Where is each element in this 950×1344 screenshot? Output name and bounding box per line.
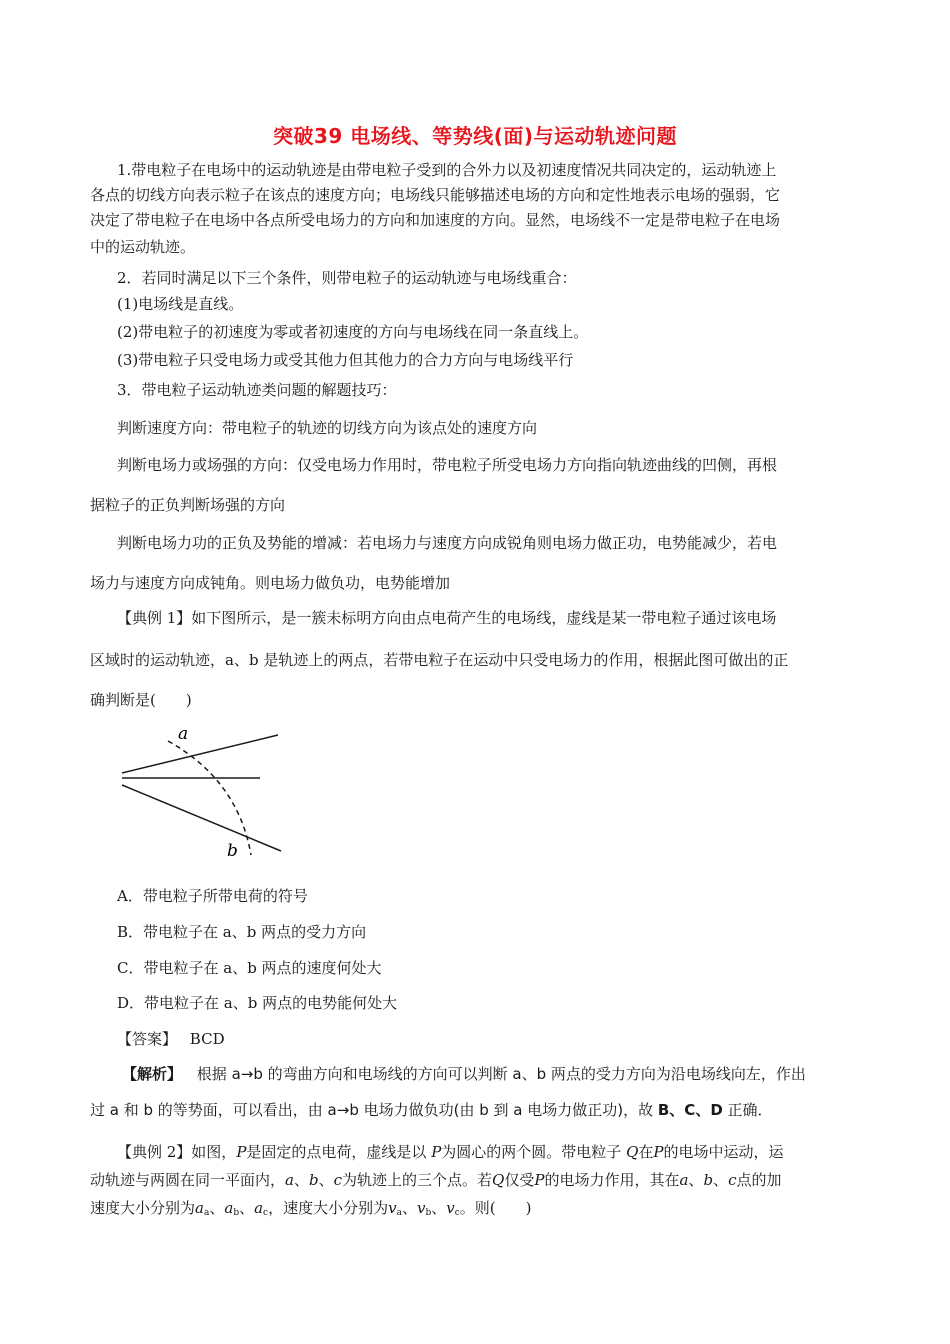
sep: 、 xyxy=(209,1199,225,1217)
answer-value: BCD xyxy=(189,1030,225,1048)
condition-3: (3)带电粒子只受电场力或受其他力但其他力的合力方向与电场线平行 xyxy=(117,351,574,369)
sep: 、 xyxy=(401,1199,417,1217)
tip-work-line2: 场力与速度方向成钝角。则电场力做负功，电势能增加 xyxy=(90,574,451,592)
sub-a: a xyxy=(203,1208,210,1218)
analysis-line1 xyxy=(122,1064,806,1084)
sub-c: c xyxy=(263,1208,269,1218)
vel-a: v xyxy=(388,1199,397,1217)
var-c: c xyxy=(728,1171,737,1189)
option-a: A．带电粒子所带电荷的符号 xyxy=(117,887,308,905)
intro-p1-line3: 决定了带电粒子在电场中各点所受电场力的方向和加速度的方向。显然，电场线不一定是带电粒子在电场 xyxy=(90,211,781,229)
var-p: P xyxy=(236,1143,247,1161)
sep: 、 xyxy=(431,1199,447,1217)
tip-force-line1: 判断电场力或场强的方向：仅受电场力作用时，带电粒子所受电场力方向指向轨迹曲线的凹侧，再根 xyxy=(117,456,778,474)
ex2-text: 为轨迹上的三个点。若 xyxy=(342,1171,493,1189)
ex2-text: 动轨迹与两圆在同一平面内， xyxy=(90,1171,286,1189)
ex2-text: 是固定的点电荷，虚线是以 xyxy=(246,1143,432,1161)
option-d: D．带电粒子在 a、b 两点的电势能何处大 xyxy=(117,994,398,1012)
analysis-text-2a: 过 a 和 b 的等势面，可以看出，由 a→b 电场力做负功(由 b 到 a 电场力做正功)，故 xyxy=(90,1101,658,1119)
analysis-text-2c: 正确． xyxy=(722,1101,773,1119)
var-a: a xyxy=(679,1171,689,1189)
intro-p2: 2．若同时满足以下三个条件，则带电粒子的运动轨迹与电场线重合： xyxy=(117,269,577,287)
ex2-text: 【典例 2】如图， xyxy=(117,1143,237,1161)
ex2-text: 的电场中运动，运 xyxy=(663,1143,784,1161)
example2-line2 xyxy=(90,1170,781,1190)
ex2-text: 为圆心的两个圆。带电粒子 xyxy=(441,1143,627,1161)
vel-c: v xyxy=(446,1199,455,1217)
answer-tag: 【答案】 xyxy=(117,1030,178,1048)
vel-b: v xyxy=(416,1199,426,1217)
var-b: b xyxy=(308,1171,319,1189)
intro-p1-line1: 1.带电粒子在电场中的运动轨迹是由带电粒子受到的合外力以及初速度情况共同决定的，运动轨迹上 xyxy=(117,161,777,179)
example1-line1: 【典例 1】如下图所示，是一簇未标明方向由点电荷产生的电场线，虚线是某一带电粒子通过该电场 xyxy=(117,609,777,627)
analysis-line2 xyxy=(90,1100,773,1120)
condition-2: (2)带电粒子的初速度为零或者初速度的方向与电场线在同一条直线上。 xyxy=(117,323,589,341)
field-line-lower xyxy=(122,785,281,851)
ex2-text: 仅受 xyxy=(504,1171,535,1189)
option-b: B．带电粒子在 a、b 两点的受力方向 xyxy=(117,923,367,941)
ex2-text: 点的加 xyxy=(736,1171,782,1189)
sub-b: b xyxy=(425,1208,432,1218)
sub-c: c xyxy=(454,1208,460,1218)
analysis-tag: 【解析】 xyxy=(122,1065,183,1083)
example2-line3 xyxy=(90,1198,532,1223)
sub-a: a xyxy=(396,1208,402,1218)
analysis-text-1: 根据 a→b 的弯曲方向和电场线的方向可以判断 a、b 两点的受力方向为沿电场线向左，作出 xyxy=(196,1065,806,1083)
var-c: c xyxy=(333,1171,343,1189)
point-b-label: b xyxy=(227,841,238,861)
tip-work-line1: 判断电场力功的正负及势能的增减：若电场力与速度方向成锐角则电场力做正功，电势能减少，若电 xyxy=(117,534,778,552)
ex2-text: 的电场力作用，其在 xyxy=(544,1171,680,1189)
example2-line1 xyxy=(117,1142,784,1162)
ex2-text: ，速度大小分别为 xyxy=(268,1199,389,1217)
field-line-upper xyxy=(122,735,278,773)
var-p: P xyxy=(653,1143,664,1161)
analysis-text-2b: B、C、D xyxy=(657,1101,723,1119)
option-c: C．带电粒子在 a、b 两点的速度何处大 xyxy=(117,959,382,977)
condition-1: (1)电场线是直线。 xyxy=(117,295,244,313)
intro-p3: 3．带电粒子运动轨迹类问题的解题技巧： xyxy=(117,381,397,399)
answer-row xyxy=(117,1029,225,1049)
sep: 、 xyxy=(688,1171,704,1189)
tip-velocity: 判断速度方向：带电粒子的轨迹的切线方向为该点处的速度方向 xyxy=(117,419,538,437)
point-a-label: a xyxy=(178,724,189,744)
example1-line3: 确判断是( ) xyxy=(90,691,192,709)
sep: 、 xyxy=(239,1199,255,1217)
sep: 、 xyxy=(318,1171,334,1189)
var-p: P xyxy=(534,1171,545,1189)
var-p: P xyxy=(431,1143,442,1161)
sep: 、 xyxy=(293,1171,309,1189)
accel-b: a xyxy=(224,1199,234,1217)
var-q: Q xyxy=(626,1143,639,1161)
page-title: 突破39 电场线、等势线(面)与运动轨迹问题 xyxy=(272,124,678,148)
ex2-text: 速度大小分别为 xyxy=(90,1199,196,1217)
intro-p1-line4: 中的运动轨迹。 xyxy=(90,238,196,256)
intro-p1-line2: 各点的切线方向表示粒子在该点的速度方向；电场线只能够描述电场的方向和定性地表示电场的强弱，它 xyxy=(90,186,781,204)
accel-a: a xyxy=(195,1199,204,1217)
tip-force-line2: 据粒子的正负判断场强的方向 xyxy=(90,496,286,514)
ex2-text: 在 xyxy=(638,1143,654,1161)
sep: 、 xyxy=(713,1171,729,1189)
var-b: b xyxy=(703,1171,714,1189)
example1-line2: 区域时的运动轨迹，a、b 是轨迹上的两点，若带电粒子在运动中只受电场力的作用，根据此图可做出的正 xyxy=(90,651,789,669)
var-a: a xyxy=(285,1171,294,1189)
accel-c: a xyxy=(254,1199,264,1217)
sub-b: b xyxy=(233,1208,240,1218)
ex2-text: 。则( ) xyxy=(459,1199,532,1217)
var-q: Q xyxy=(492,1171,505,1189)
